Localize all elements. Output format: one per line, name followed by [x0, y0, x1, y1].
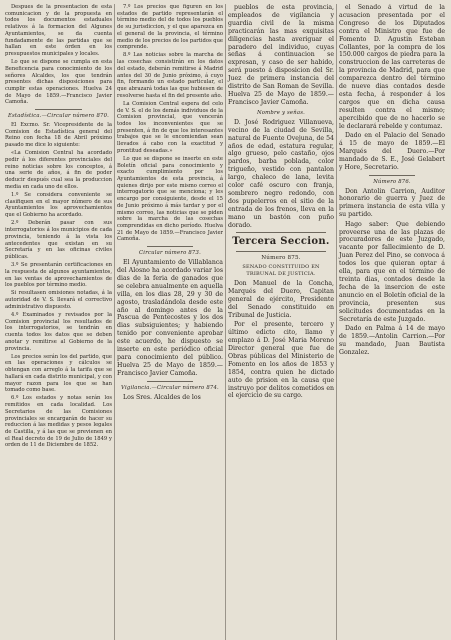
divider [147, 246, 193, 247]
paragraph: Por el presente, tercero y último edicto cito, llamo y emplazo á D. José Maria Moreno Director general que fue de Obras públicas del Ministerio de Fomento en los años de 1853 y 1854, contra quien he dictado auto de prision en la causa que instruyo por delitos cometidos en el ejercicio de su cargo. [228, 321, 334, 400]
paragraph: Dado en el Palacio del Senado á 15 de mayo de 1859.—El Marqués del Duero.—Por mandado de S. E., José Gelabert y Hore, Secretario. [339, 132, 445, 171]
divider [35, 109, 82, 110]
notice-header: SENADO CONSTITUIDO EN TRIBUNAL DE JUSTICIA. [242, 264, 320, 277]
column-4 [336, 4, 447, 640]
divider [236, 251, 326, 252]
paragraph: La Comision Central espera del celo de V. S. el de los demás individuos de la Comision provincial, que vencerán todos los inconvenientes que se presenten, á fin de que los interesantes trabajos que se le encomiendan sean llevados á cabo con la exactitud y prontitud deseadas.» [117, 100, 223, 154]
paragraph: Dado en Palma á 14 de mayo de 1859.—Antolin Carrion.—Por su mandado, Juan Bautista Gonzalez. [339, 324, 445, 356]
paragraph: Hago saber: Que debiendo proveerse una de las plazas de procuradores de este Juzgado, vacante por fallecimiento de D. Juan Perez del Pino, se convoca á todos los que quieran optar á ella, para que en el término de treinta dias, contados desde la fecha de la insercion de este anuncio en el Boletín oficial de la provincia, presenten sus solicitudes documentadas en la Secretaría de este Juzgado. [339, 220, 445, 323]
paragraph: Despues de la presentacion de esta comunicacion y de la propuesta en todos los documentos estaduales relativos á la formacion del Algunes Ayuntamientos, se da cuenta fundadamente de las partidas que se hallan en este órden en los presupuestos municipales y locales. [5, 4, 112, 57]
paragraph: 7.º Los precios que figuren en los estados de partido representarán el término medio del de todos los pueblos de su jurisdiccion, y el que aparezca en el general de la provincia, el término medio de los precios de los partidos que comprende. [117, 4, 223, 51]
paragraph: 1.º Se considera conveniente se clasifiquen en el mayor número de sus Ayuntamientos los aprovechamientos que el Gobierno ha acordado. [5, 192, 112, 219]
circular-title: Estadística.—Circular número 870. [7, 113, 110, 120]
paragraph: 3.º Se presentarán certificaciones en la respuesta de algunos ayuntamientos, en las ventas de aprovechamientos de los pueblos por término medio. [5, 262, 112, 289]
circular-title: Circular número 873. [139, 250, 201, 257]
paragraph: D. José Rodriguez Villanueva, vecino de la ciudad de Sevilla, natural de Fuente Ovejuna, de 54 años de edad, estatura regular, algo grueso, pelo castaño, ojos pardos, barba poblada, color trigueño, vestido con pantalon largo, chaleco de lana, levita color café oscuro con franja, sombrero negro redondo, con dos pupelerros en el sitio de la entrada de los frenos, lleva en la mano un bastón con puño dorado. [228, 118, 334, 229]
divider [236, 232, 326, 233]
column-1 [3, 4, 114, 640]
divider [369, 175, 415, 176]
circular-title: Vigilancia.—Circular número 874. [121, 384, 219, 391]
paragraph: 6.º Los estados y notas serán los remitidos en cada localidad. Los Secretarios de las Comisiones provinciales se encargarán de hacer su reduccion á las medidas y pesos legales de Castilla, y á las que se previenen en el Real decreto de 19 de Julio de 1849 y orden de 11 de Diciembre de 1852. [5, 395, 112, 449]
paragraph: El Ayuntamiento de Villablanca del Alosno ha acordado variar los dias de la feria de ganados que se celebra anualmente en aquella villa, en los dias 28, 29 y 30 de agosto, trasladándola desde este año al domingo antes de la Pascua de Pentecostes y los dos dias subsiguientes; y habiendo tenido por conveniente aprobar este acuerdo, he dispuesto se inserte en este periódico oficial para conocimiento del público. Huelva 25 de Mayo de 1859.—Francisco Javier Camoña. [117, 259, 223, 377]
notice-number: Número 875. [261, 255, 301, 262]
paragraph: 8.º Las noticias sobre la marcha de las cosechas consistirán en los datos del estado, deberán remitirse á Madrid antes del 30 de Junio próximo, á cuyo fin, formando un estado particular, el que abrazará todas las que hubiesen de resolverse hasta el fin del presente año. [117, 52, 223, 99]
notice-title: Nombre y señas. [256, 109, 306, 116]
divider [147, 381, 193, 382]
paragraph: pueblos de esta provincia, empleados de vigilancia y guardia civil de la misma practicarán las mas exquisitas diligencias hasta averiguar el paradero del individuo, cuyas señas á continuacion se expresan, y caso de ser habido, será puesto á disposicion del Sr. Juez de primera instancia del distrito de San Roman de Sevilla. Huelva 25 de Mayo de 1859.—Francisco Javier Camoña. [228, 4, 334, 106]
paragraph: el Senado á virtud de la acusacion presentada por el Congreso de los Diputados contra el Ministro que fue de Fomento D. Agustin Esteban Collantes, por la compra de los 150.000 cargos de piedra para la construccion de las carreteras de la provincia de Madrid, para que comparezca dentro del término de nueve dias contados desde esta fecha, á responder á los cargos que en dicha causa resulten contra el mismo; apercibido que de no hacerlo se le declarará rebelde y contumaz. [339, 4, 445, 130]
paragraph: Don Manuel de la Concha, Marqués del Duero, Capitan general de ejército, Presidente del Senado constituido en Tribunal de Justicia. [228, 280, 334, 319]
section-title: Tercera Seccion. [232, 236, 330, 248]
paragraph: Lo que se dispone se inserte en este Boletín oficial para conocimiento y exacto cumplimiento por los Ayuntamientos de esta provincia, á quienes dirijo por este mismo correo el interrogatorio que se menciona; y les encargo por consiguiente, desde el 15 de Junio próximo á más tardar y por el mismo correo, las noticias que se piden sobre la marcha de las cosechas comprendidas en dicho período. Huelva 21 de Mayo de 1859.—Francisco Javier Camoña. [117, 155, 223, 243]
paragraph: El Excmo. Sr. Vicepresidente de la Comision de Estadística general del Reino con fecha 18 de Abril próximo pasado me dice lo siguiente: [5, 122, 112, 149]
column-3 [225, 4, 336, 640]
paragraph: 4.º Examinados y revisados por la Comision provincial los resultados de los interrogatorios, se tendrán en cuenta todos los datos que se deben anotar y remitirse al Gobierno de la provincia. [5, 312, 112, 352]
paragraph: Los Sres. Alcaldes de los [123, 393, 201, 401]
notice-number: Número 876. [373, 178, 411, 185]
paragraph: «La Comision Central ha acordado pedir á los diferentes provinciales del reino noticias sobre los conceptos, á una serie de años, á fin de poder deducir después cual sea la produccion media en cada uno de ellos. [5, 150, 112, 190]
column-2 [114, 4, 225, 640]
paragraph: Don Antolin Carrion, Auditor honorario de guerra y Juez de primera instancia de esta villa y su partido. [339, 187, 445, 219]
paragraph: Los precios serán los del partido, que en las operaciones y cálculos se obtengan con arreglo á la tarifa que se hallará en cada distrito municipal, y con mayor razon para los que se han tomado como base. [5, 353, 112, 394]
paragraph: Lo que se dispone se cumpla en esta Beneficencia para conocimiento de los señores Alcaldes, los que tendrán presentes dichas disposiciones para cumplir estas operaciones. Huelva 24 de Mayo de 1859.—Francisco Javier Camoña. [5, 59, 112, 106]
paragraph: 2.º Deberán pasar con sus interrogatorios á los municipios de cada provincia, teniendo á la vista los antecedentes que existan en su Secretaría y en las oficinas civiles públicas. [5, 220, 112, 260]
paragraph: Si resultasen omisiones notadas, á la autoridad de V. S. llevará el correctivo administrativo dispuesto. [5, 290, 112, 310]
